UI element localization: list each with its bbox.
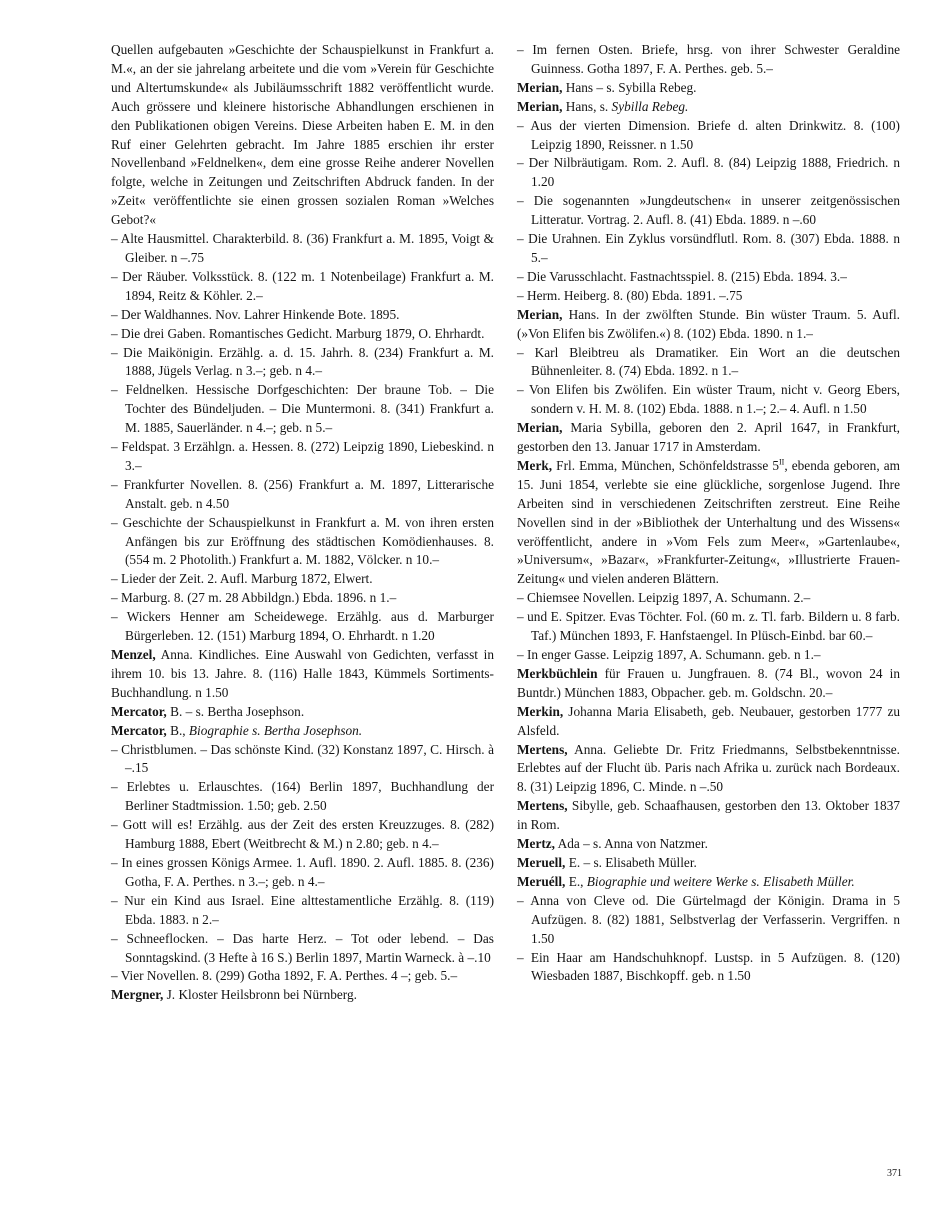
author-entry — [517, 419, 900, 457]
entry-text: Frl. Emma, München, Schönfeldstrasse 5 — [552, 457, 779, 473]
author-headword: Menzel, — [111, 647, 156, 662]
bibliography-item: – Frankfurter Novellen. 8. (256) Frankfurt a. M. 1897, Litterarische Anstalt. geb. n 4.50 — [111, 476, 494, 511]
page-number: 371 — [887, 1168, 902, 1179]
author-entry — [517, 703, 900, 741]
author-headword: Mergner, — [111, 987, 164, 1003]
author-headword: Merian, — [517, 420, 563, 436]
bibliography-item: – Marburg. 8. (27 m. 28 Abbildgn.) Ebda. 1896. n 1.– — [111, 590, 397, 606]
bibliography-item: – Der Waldhannes. Nov. Lahrer Hinkende Bote. 1895. — [111, 306, 400, 322]
bibliography-item: – Herm. Heiberg. 8. (80) Ebda. 1891. –.75 — [517, 287, 743, 303]
author-entry — [517, 873, 900, 892]
bibliography-item: – Erlebtes u. Erlauschtes. (164) Berlin 1897, Buchhandlung der Berliner Stadtmission. 1.50; geb. 2.50 — [111, 779, 494, 814]
entry-italic-text: Biographie und weitere Werke s. Elisabeth Müller. — [586, 873, 855, 889]
entry-text: B., — [166, 722, 189, 738]
author-headword: Mertens, — [517, 741, 568, 757]
bibliography-item: – Im fernen Osten. Briefe, hrsg. von ihrer Schwester Geraldine Guinness. Gotha 1897, F. A. Perthes. geb. 5.– — [517, 42, 900, 76]
author-headword: Meruéll, — [517, 873, 566, 889]
entry-italic-text: Biographie s. Bertha Josephson. — [188, 722, 363, 738]
superscript: II — [779, 457, 785, 467]
author-entry — [517, 665, 900, 703]
bibliography-item: – Alte Hausmittel. Charakterbild. 8. (36) Frankfurt a. M. 1895, Voigt & Gleiber. n –.75 — [111, 231, 494, 265]
author-headword: Merkbüchlein — [517, 665, 598, 681]
bibliography-item: – Feldspat. 3 Erzählgn. a. Hessen. 8. (272) Leipzig 1890, Liebeskind. n 3.– — [111, 439, 494, 473]
bibliography-item: – Chiemsee Novellen. Leipzig 1897, A. Schumann. 2.– — [517, 590, 811, 606]
bibliography-item: – Der Nilbräutigam. Rom. 2. Aufl. 8. (84) Leipzig 1888, Friedrich. n 1.20 — [517, 155, 900, 190]
author-headword: Mertz, — [517, 836, 556, 852]
author-headword: Merian, — [517, 98, 563, 114]
author-headword: Merkin, — [517, 703, 564, 719]
entry-text: Hans, s. — [562, 98, 612, 114]
bibliography-item: – Die Maikönigin. Erzählg. a. d. 15. Jahrh. 8. (234) Frankfurt a. M. 1888, Jügels Verlag. n 3.–; geb. n 4.– — [111, 344, 494, 379]
entry-italic-text: Sybilla Rebeg. — [611, 98, 689, 114]
paragraph: Quellen aufgebauten »Geschichte der Schauspielkunst in Frankfurt a. M.«, an der sie jahrelang arbeitete und die vom »Verein für Geschichte und Altertumskunde« als Jubiläumsschrift 1882 veröffentlicht wurde. Auch grössere und kleinere historische Abhandlungen erschienen in den Publikationen obigen Vereins. Diese Arbeiten haben E. M. in den Ruf einer Gelehrten gebracht. Im Jahre 1885 erschien ihr erster Novellenband »Feldnelken«, dem eine grosse Reihe anderer Novellen folgte, welche in Zeitungen und Zeitschriften Abdruck fanden. In der »Zeit« veröffentlichte sie einen grossen sozialen Roman »Welches Gebot?« — [111, 42, 494, 228]
entry-text: J. Kloster Heilsbronn bei Nürnberg. — [163, 987, 357, 1003]
author-entry — [517, 457, 900, 589]
bibliography-item: – Schneeflocken. – Das harte Herz. – Tot oder lebend. – Das Sonntagskind. (3 Hefte à 16 S.) Berlin 1897, Martin Warneck. à –.10 — [111, 930, 494, 965]
bibliography-item: – Gott will es! Erzählg. aus der Zeit des ersten Kreuzzuges. 8. (282) Hamburg 1888, Ebert (Weitbrecht & M.) n 2.80; geb. n 4.– — [111, 817, 494, 852]
author-entry — [517, 797, 900, 835]
bibliography-item: – Feldnelken. Hessische Dorfgeschichten: Der braune Tob. – Die Tochter des Bündeljuden. – Die Muntermoni. 8. (341) Frankfurt a. M. 1885, Sauerländer. n 4.–; geb. n 5.– — [111, 382, 494, 436]
author-entry — [517, 835, 900, 854]
bibliography-item: – Die sogenannten »Jungdeutschen« in unserer zeitgenössischen Litteratur. Vortrag. 2. Aufl. 8. (41) Ebda. 1889. n –.60 — [517, 193, 900, 228]
entry-text: Anna. Geliebte Dr. Fritz Friedmanns, Selbstbekenntnisse. Erlebtes auf der Flucht üb. Paris nach Afrika u. zurück nach Bordeaux. 8. (31) Leipzig 1896, C. Minde. n –.50 — [517, 741, 900, 795]
author-entry — [517, 306, 900, 344]
bibliography-item: – Karl Bleibtreu als Dramatiker. Ein Wort an die deutschen Bühnenleiter. 8. (74) Ebda. 1892. n 1.– — [517, 344, 900, 379]
author-headword: Mercator, — [111, 703, 167, 719]
author-headword: Merk, — [517, 457, 553, 473]
bibliography-item: – Vier Novellen. 8. (299) Gotha 1892, F. A. Perthes. 4 –; geb. 5.– — [111, 968, 458, 984]
bibliography-item: – Wickers Henner am Scheidewege. Erzählg. aus d. Marburger Bürgerleben. 12. (151) Marburg 1894, O. Ehrhardt. n 1.20 — [111, 609, 494, 644]
bibliography-item: – Aus der vierten Dimension. Briefe d. alten Drinkwitz. 8. (100) Leipzig 1890, Reissner. n 1.50 — [517, 117, 900, 152]
bibliography-item: – In enger Gasse. Leipzig 1897, A. Schumann. geb. n 1.– — [517, 647, 821, 662]
bibliography-item: – Ein Haar am Handschuhknopf. Lustsp. in 5 Aufzügen. 8. (120) Wiesbaden 1887, Bischkopff. geb. n 1.50 — [517, 949, 900, 984]
bibliography-item: – Anna von Cleve od. Die Gürtelmagd der Königin. Drama in 5 Aufzügen. 8. (82) 1881, Selbstverlag der Verfasserin. Vergriffen. n 1.50 — [517, 892, 900, 946]
bibliography-item: – Die Varusschlacht. Fastnachtsspiel. 8. (215) Ebda. 1894. 3.– — [517, 268, 847, 284]
entry-text: E., — [565, 873, 587, 889]
author-headword: Merian, — [517, 306, 563, 322]
entry-text: Hans – s. Sybilla Rebeg. — [562, 79, 697, 95]
author-headword: Mertens, — [517, 798, 568, 814]
bibliography-item: – Christblumen. – Das schönste Kind. (32) Konstanz 1897, C. Hirsch. à –.15 — [111, 741, 494, 776]
bibliography-item: – Von Elifen bis Zwölifen. Ein wüster Traum, nicht v. Georg Ebers, sondern v. H. M. 8. (102) Ebda. 1888. n 1.–; 2.– 4. Aufl. n 1.50 — [517, 382, 900, 417]
entry-text: für Frauen u. Jungfrauen. 8. (74 Bl., wovon 24 in Buntdr.) München 1883, Obpacher. geb. m. Goldschn. 20.– — [517, 665, 900, 700]
bibliography-item: – Nur ein Kind aus Israel. Eine alttestamentliche Erzählg. 8. (119) Ebda. 1883. n 2.– — [111, 892, 494, 927]
author-entry — [111, 722, 494, 741]
author-headword: Mercator, — [111, 722, 167, 738]
author-entry — [111, 703, 494, 722]
bibliography-item: – Der Räuber. Volksstück. 8. (122 m. 1 Notenbeilage) Frankfurt a. M. 1894, Reitz & Köhler. 2.– — [111, 268, 494, 303]
author-entry — [517, 854, 900, 873]
author-entry — [517, 98, 900, 117]
entry-text-continued: , ebenda geboren, am 15. Juni 1854, verlebte sie eine glückliche, sorgenlose Jugend. Ihre Arbeiten sind in verschiedenen Zeitschriften zerstreut. Eine Reihe Novellen sind in der »Bibliothek der Unterhaltung und des Wissens« veröffentlicht, andere in »Vom Fels zum Meer«, »Gartenlaube«, »Universum«, »Bazar«, »Frankfurter-Zeitung«, »Illustrierte Frauen-Zeitung« und vielen anderen Blättern. — [517, 457, 900, 587]
entry-text: E. – s. Elisabeth Müller. — [565, 854, 697, 870]
author-headword: Meruell, — [517, 854, 566, 870]
bibliography-item: – Geschichte der Schauspielkunst in Frankfurt a. M. von ihren ersten Anfängen bis zur Eröffnung des städtischen Komödienhauses. 8. (554 m. 2 Photolith.) Frankfurt a. M. 1882, Völcker. n 10.– — [111, 514, 494, 568]
author-entry — [517, 79, 900, 98]
bibliography-item: – und E. Spitzer. Evas Töchter. Fol. (60 m. z. Tl. farb. Bildern u. 8 farb. Taf.) München 1893, F. Hanfstaengel. In Plüsch-Einbd. bar 60.– — [517, 609, 900, 644]
bibliography-item: – Lieder der Zeit. 2. Aufl. Marburg 1872, Elwert. — [111, 571, 373, 587]
entry-text: Johanna Maria Elisabeth, geb. Neubauer, gestorben 1777 zu Alsfeld. — [517, 703, 900, 738]
bibliography-item: – Die Urahnen. Ein Zyklus vorsündflutl. Rom. 8. (307) Ebda. 1888. n 5.– — [517, 231, 900, 265]
entry-text: Maria Sybilla, geboren den 2. April 1647, in Frankfurt, gestorben den 13. Januar 1717 in Amsterdam. — [517, 420, 900, 455]
entry-text: Anna. Kindliches. Eine Auswahl von Gedichten, verfasst in ihrem 10. bis 13. Jahre. 8. (116) Halle 1843, Kümmels Sortiments-Buchhandlung. n 1.50 — [111, 647, 494, 700]
right-column — [517, 41, 900, 986]
author-entry — [111, 986, 494, 1005]
entry-text: B. – s. Bertha Josephson. — [166, 703, 305, 719]
author-headword: Merian, — [517, 79, 563, 95]
bibliography-item: – In eines grossen Königs Armee. 1. Aufl. 1890. 2. Aufl. 1885. 8. (236) Gotha, F. A. Perthes. n 3.–; geb. n 4.– — [111, 854, 494, 889]
entry-text: Sibylle, geb. Schaafhausen, gestorben den 13. Oktober 1837 in Rom. — [517, 798, 900, 833]
entry-text: Ada – s. Anna von Natzmer. — [555, 836, 708, 852]
author-entry — [517, 741, 900, 798]
author-entry — [111, 646, 494, 703]
bibliography-item: – Die drei Gaben. Romantisches Gedicht. Marburg 1879, O. Ehrhardt. — [111, 325, 485, 341]
entry-text: Hans. In der zwölften Stunde. Bin wüster Traum. 5. Aufl. (»Von Elifen bis Zwölifen.«) 8. (102) Ebda. 1890. n 1.– — [517, 306, 900, 341]
left-column — [111, 41, 494, 1005]
